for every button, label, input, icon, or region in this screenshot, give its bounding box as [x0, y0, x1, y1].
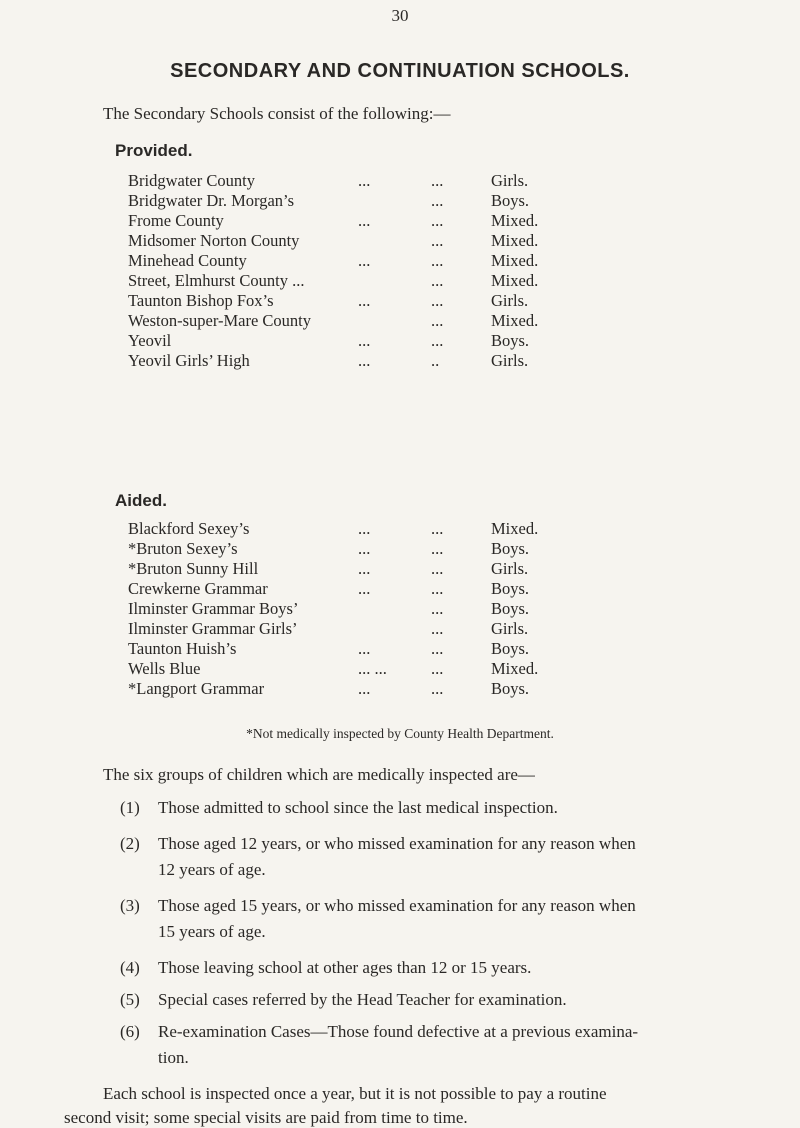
- leader-dots: ...: [431, 171, 444, 190]
- leader-dots: ...: [431, 679, 444, 698]
- group-text-cont: tion.: [158, 1048, 189, 1067]
- group-number: (1): [120, 798, 140, 817]
- group-item: [120, 834, 760, 882]
- school-name: Yeovil: [128, 331, 172, 350]
- group-text: Those aged 15 years, or who missed examination for any reason when: [158, 896, 636, 915]
- school-type: Girls.: [491, 619, 529, 638]
- leader-dots: ...: [358, 171, 371, 190]
- group-text-cont: 12 years of age.: [158, 860, 266, 879]
- school-type: Mixed.: [491, 251, 539, 270]
- school-row: [128, 171, 568, 191]
- school-row: [128, 271, 568, 291]
- school-name: Street, Elmhurst County ...: [128, 271, 305, 290]
- leader-dots: ...: [431, 311, 444, 330]
- school-name: Wells Blue: [128, 659, 201, 678]
- leader-dots: ...: [431, 599, 444, 618]
- closing-line-2: second visit; some special visits are paid from time to time.: [64, 1108, 468, 1127]
- school-row: [128, 579, 568, 599]
- school-name: Blackford Sexey’s: [128, 519, 250, 538]
- school-type: Boys.: [491, 191, 530, 210]
- school-type: Boys.: [491, 539, 530, 558]
- school-type: Girls.: [491, 171, 529, 190]
- school-type: Mixed.: [491, 211, 539, 230]
- group-text: Re-examination Cases—Those found defective at a previous examina-: [158, 1022, 639, 1041]
- school-row: [128, 291, 568, 311]
- leader-dots: ...: [431, 639, 444, 658]
- leader-dots: ...: [431, 231, 444, 250]
- school-name: Bridgwater Dr. Morgan’s: [128, 191, 295, 210]
- leader-dots: ...: [358, 291, 371, 310]
- school-row: [128, 331, 568, 351]
- school-name: Bridgwater County: [128, 171, 255, 190]
- leader-dots: ..: [431, 351, 440, 370]
- leader-dots: ...: [431, 191, 444, 210]
- groups-intro: The six groups of children which are medically inspected are—: [103, 765, 535, 784]
- leader-dots: ...: [431, 271, 444, 290]
- school-type: Boys.: [491, 679, 530, 698]
- leader-dots: ...: [358, 351, 371, 370]
- group-number: (4): [120, 958, 140, 977]
- school-type: Mixed.: [491, 519, 539, 538]
- aided-heading: Aided.: [115, 491, 167, 510]
- leader-dots: ...: [358, 519, 371, 538]
- group-text: Those leaving school at other ages than 12 or 15 years.: [158, 958, 532, 977]
- group-item: [120, 896, 760, 944]
- school-row: [128, 599, 568, 619]
- leader-dots: ...: [358, 251, 371, 270]
- school-type: Girls.: [491, 291, 529, 310]
- group-text-cont: 15 years of age.: [158, 922, 266, 941]
- leader-dots: ...: [431, 559, 444, 578]
- leader-dots: ... ...: [358, 659, 387, 678]
- school-row: [128, 351, 568, 371]
- group-number: (5): [120, 990, 140, 1009]
- school-name: Weston-super-Mare County: [128, 311, 312, 330]
- leader-dots: ...: [431, 291, 444, 310]
- group-number: (6): [120, 1022, 140, 1041]
- school-type: Boys.: [491, 639, 530, 658]
- leader-dots: ...: [431, 659, 444, 678]
- school-row: [128, 251, 568, 271]
- group-number: (2): [120, 834, 140, 853]
- group-item: [120, 798, 760, 818]
- group-text: Those admitted to school since the last medical inspection.: [158, 798, 558, 817]
- school-type: Boys.: [491, 331, 530, 350]
- leader-dots: ...: [431, 619, 444, 638]
- leader-dots: ...: [358, 679, 371, 698]
- school-row: [128, 519, 568, 539]
- school-type: Boys.: [491, 599, 530, 618]
- school-row: [128, 679, 568, 699]
- school-row: [128, 311, 568, 331]
- school-name: Frome County: [128, 211, 224, 230]
- intro-text: The Secondary Schools consist of the following:—: [103, 104, 451, 123]
- school-row: [128, 231, 568, 251]
- school-row: [128, 559, 568, 579]
- school-row: [128, 191, 568, 211]
- school-type: Girls.: [491, 559, 529, 578]
- school-name: Crewkerne Grammar: [128, 579, 268, 598]
- leader-dots: ...: [431, 539, 444, 558]
- leader-dots: ...: [431, 331, 444, 350]
- school-row: [128, 659, 568, 679]
- leader-dots: ...: [358, 211, 371, 230]
- group-text: Special cases referred by the Head Teacher for examination.: [158, 990, 567, 1009]
- school-type: Mixed.: [491, 659, 539, 678]
- leader-dots: ...: [358, 559, 371, 578]
- leader-dots: ...: [358, 579, 371, 598]
- school-row: [128, 619, 568, 639]
- school-name: *Bruton Sexey’s: [128, 539, 238, 558]
- school-row: [128, 639, 568, 659]
- school-name: Minehead County: [128, 251, 247, 270]
- group-text: Those aged 12 years, or who missed examination for any reason when: [158, 834, 636, 853]
- group-number: (3): [120, 896, 140, 915]
- page-title: SECONDARY AND CONTINUATION SCHOOLS.: [170, 60, 630, 82]
- leader-dots: ...: [431, 211, 444, 230]
- school-name: Midsomer Norton County: [128, 231, 300, 250]
- closing-line-1: Each school is inspected once a year, but it is not possible to pay a routine: [103, 1084, 607, 1103]
- provided-heading: Provided.: [115, 141, 193, 160]
- leader-dots: ...: [358, 539, 371, 558]
- group-item: [120, 990, 760, 1010]
- footnote: *Not medically inspected by County Health Department.: [246, 726, 554, 741]
- leader-dots: ...: [431, 251, 444, 270]
- school-name: Taunton Huish’s: [128, 639, 237, 658]
- leader-dots: ...: [431, 579, 444, 598]
- school-type: Mixed.: [491, 311, 539, 330]
- page-number: 30: [391, 6, 409, 25]
- school-type: Mixed.: [491, 231, 539, 250]
- school-name: *Bruton Sunny Hill: [128, 559, 259, 578]
- school-type: Boys.: [491, 579, 530, 598]
- school-name: Yeovil Girls’ High: [128, 351, 250, 370]
- school-name: Ilminster Grammar Boys’: [128, 599, 299, 618]
- leader-dots: ...: [431, 519, 444, 538]
- school-type: Girls.: [491, 351, 529, 370]
- school-row: [128, 539, 568, 559]
- school-row: [128, 211, 568, 231]
- school-name: Ilminster Grammar Girls’: [128, 619, 298, 638]
- leader-dots: ...: [358, 639, 371, 658]
- leader-dots: ...: [358, 331, 371, 350]
- school-name: *Langport Grammar: [128, 679, 265, 698]
- school-name: Taunton Bishop Fox’s: [128, 291, 274, 310]
- school-type: Mixed.: [491, 271, 539, 290]
- group-item: [120, 958, 760, 978]
- group-item: [120, 1022, 760, 1070]
